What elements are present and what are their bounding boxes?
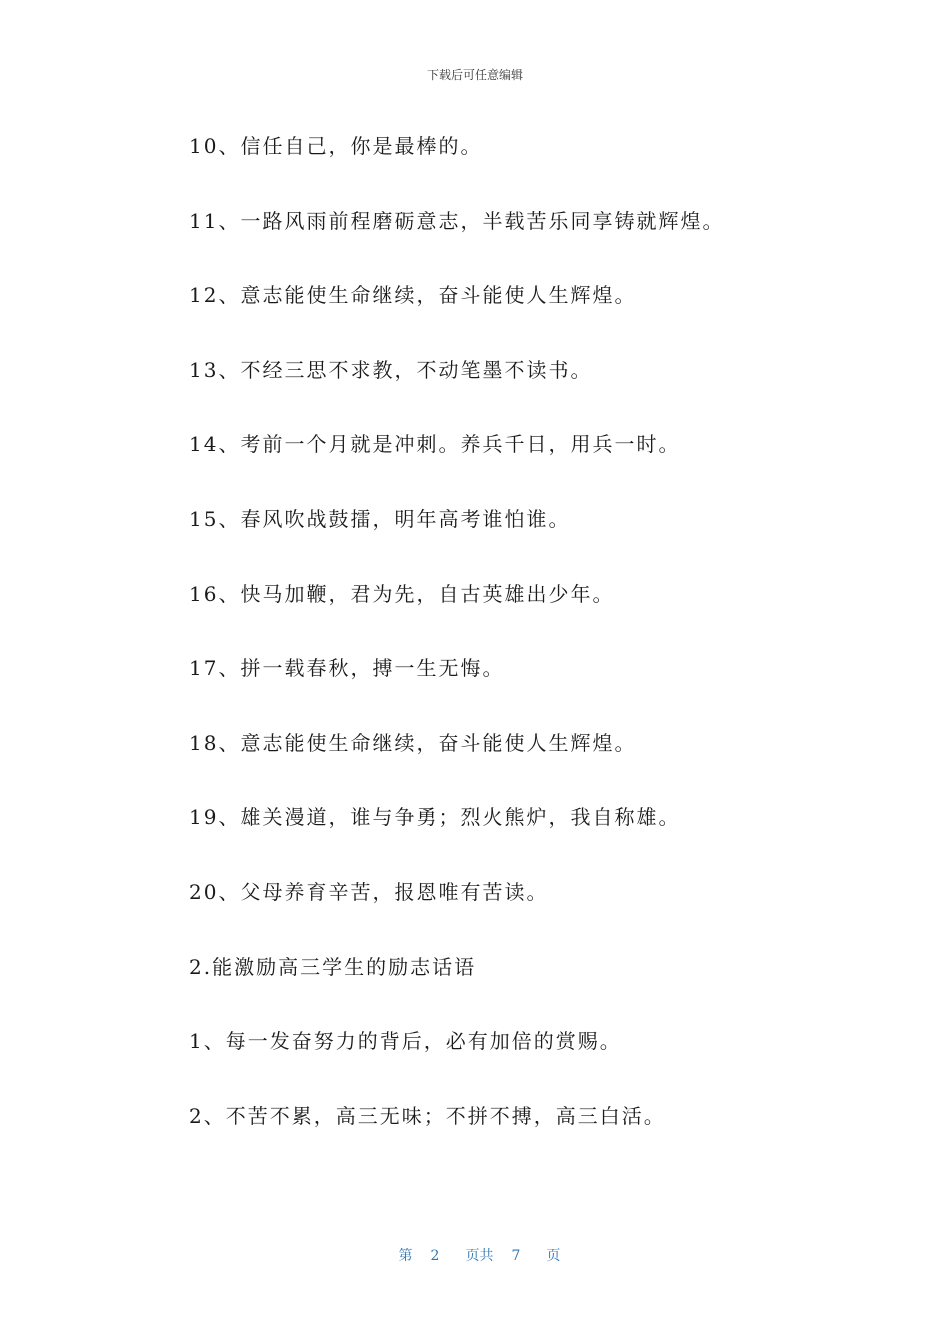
text-line: 13、不经三思不求教，不动笔墨不读书。	[189, 357, 593, 382]
text-line: 12、意志能使生命继续，奋斗能使人生辉煌。	[189, 283, 637, 308]
text-line: 18、意志能使生命继续，奋斗能使人生辉煌。	[189, 730, 637, 755]
text-line: 16、快马加鞭，君为先，自古英雄出少年。	[189, 581, 615, 606]
section-heading: 2.能激励高三学生的励志话语	[189, 954, 477, 979]
footer-current-page: 2	[430, 1248, 440, 1264]
text-line: 1、每一发奋努力的背后，必有加倍的赏赐。	[189, 1029, 622, 1054]
text-line: 15、春风吹战鼓擂，明年高考谁怕谁。	[189, 506, 571, 531]
footer-total-pages: 7	[511, 1248, 521, 1264]
footer-suffix: 页	[546, 1248, 561, 1264]
text-line: 10、信任自己，你是最棒的。	[189, 134, 483, 158]
footer-prefix: 第	[398, 1248, 413, 1264]
text-line: 17、拼一载春秋，搏一生无悔。	[189, 656, 505, 681]
document-body	[189, 128, 889, 1172]
text-line: 2、不苦不累，高三无味；不拼不搏，高三白活。	[189, 1103, 666, 1128]
page-footer	[0, 1229, 950, 1265]
page-header: 下载后可任意编辑	[426, 68, 523, 82]
text-line: 11、一路风雨前程磨砺意志，半载苦乐同享铸就辉煌。	[189, 208, 725, 233]
text-line: 20、父母养育辛苦，报恩唯有苦读。	[189, 879, 549, 904]
footer-middle: 页共	[465, 1248, 494, 1264]
text-line: 19、雄关漫道，谁与争勇；烈火熊炉，我自称雄。	[189, 805, 681, 830]
text-line: 14、考前一个月就是冲刺。养兵千日，用兵一时。	[189, 432, 681, 457]
